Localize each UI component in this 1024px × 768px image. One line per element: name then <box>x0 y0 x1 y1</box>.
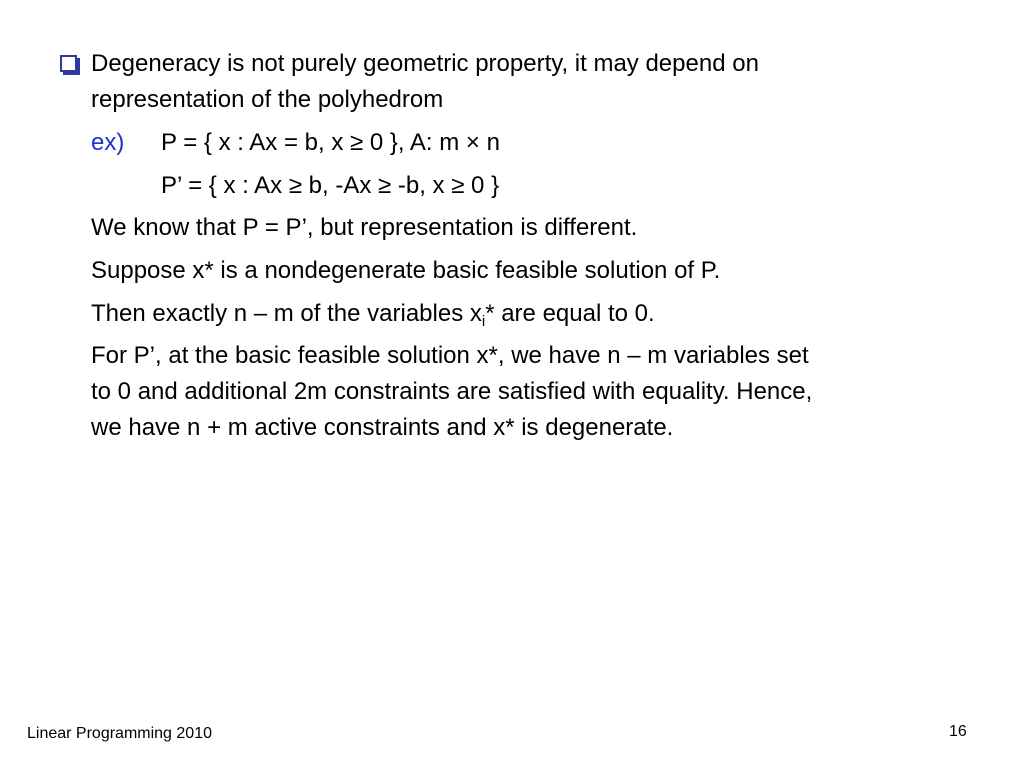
example-equation-2: P’ = { x : Ax ≥ b, -Ax ≥ -b, x ≥ 0 } <box>161 172 500 199</box>
for-statement-line-2: to 0 and additional 2m constraints are satisfied with equality. Hence, <box>91 378 813 405</box>
for-statement-line-3: we have n + m active constraints and x* is degenerate. <box>91 414 674 441</box>
bullet-text-line-2: representation of the polyhedrom <box>91 86 444 113</box>
know-statement: We know that P = P’, but representation is different. <box>91 214 638 241</box>
for-statement-line-1: For P’, at the basic feasible solution x*, we have n – m variables set <box>91 342 809 369</box>
page-number: 16 <box>949 723 967 740</box>
example-label: ex) <box>91 129 125 156</box>
then-prefix: Then exactly n – m of the variables x <box>91 300 482 327</box>
then-statement <box>91 296 655 332</box>
suppose-statement: Suppose x* is a nondegenerate basic feasible solution of P. <box>91 257 721 284</box>
bullet-text-line-1: Degeneracy is not purely geometric property, it may depend on <box>91 50 759 77</box>
footer-title: Linear Programming 2010 <box>27 725 212 742</box>
then-subscript: i <box>481 313 486 330</box>
square-bullet-icon <box>60 55 77 72</box>
example-equation-1: P = { x : Ax = b, x ≥ 0 }, A: m × n <box>161 129 500 156</box>
then-suffix: * are equal to 0. <box>485 300 655 327</box>
